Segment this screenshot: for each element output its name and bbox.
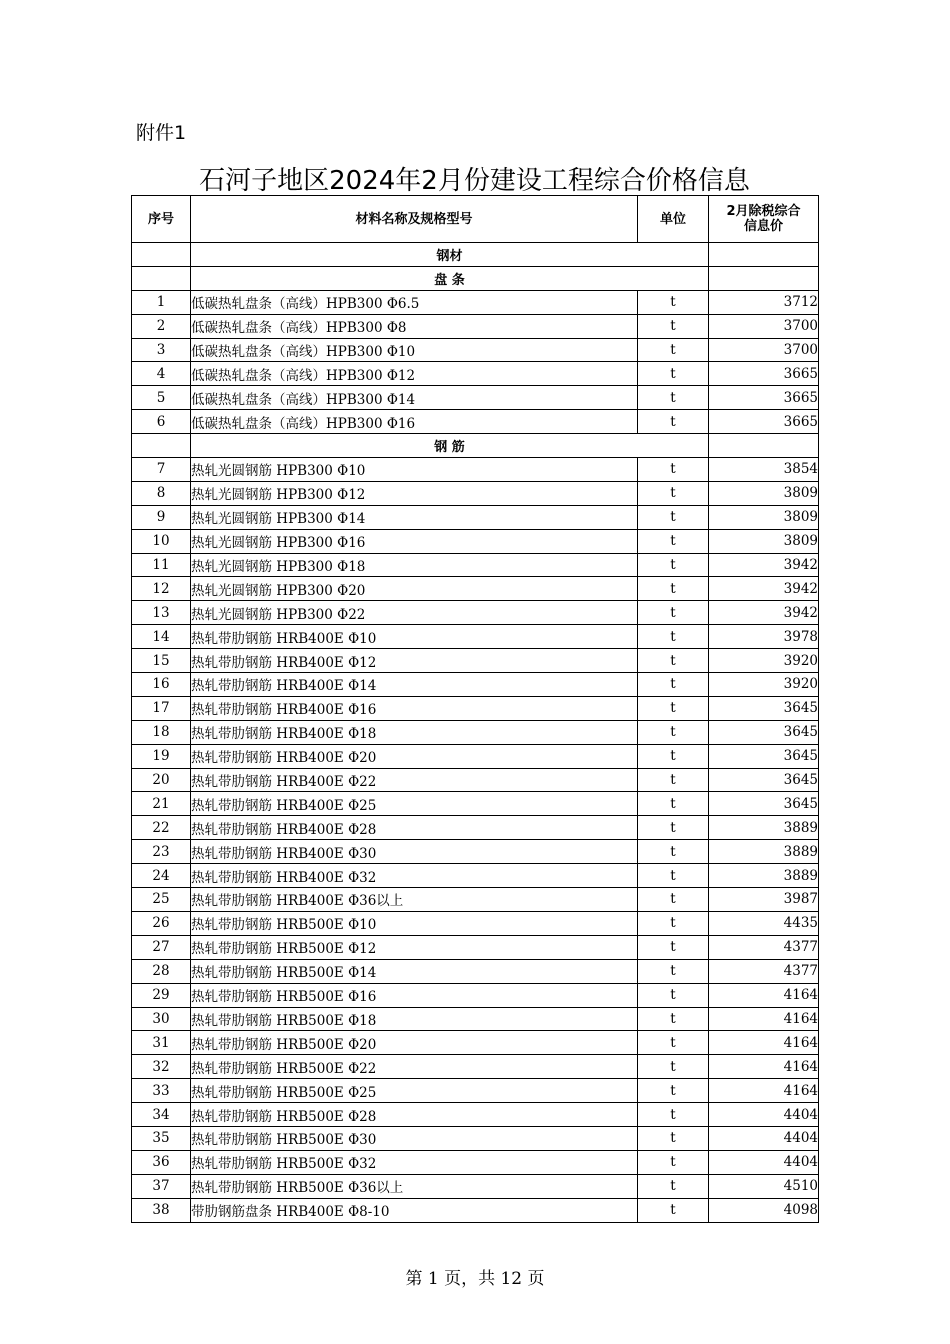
section-price-cell xyxy=(709,266,819,290)
row-unit: t xyxy=(638,386,709,410)
row-unit: t xyxy=(638,935,709,959)
row-price: 3645 xyxy=(709,720,819,744)
row-price: 4164 xyxy=(709,1007,819,1031)
row-index: 7 xyxy=(132,458,191,482)
row-index: 38 xyxy=(132,1198,191,1222)
table-row xyxy=(132,792,819,816)
row-index: 16 xyxy=(132,673,191,697)
row-price: 3712 xyxy=(709,290,819,314)
row-price: 4098 xyxy=(709,1198,819,1222)
row-index: 34 xyxy=(132,1103,191,1127)
row-index: 28 xyxy=(132,959,191,983)
table-body xyxy=(132,243,819,1223)
row-price: 3809 xyxy=(709,505,819,529)
row-price: 3645 xyxy=(709,768,819,792)
row-unit: t xyxy=(638,1055,709,1079)
row-index: 2 xyxy=(132,314,191,338)
row-unit: t xyxy=(638,888,709,912)
row-unit: t xyxy=(638,1126,709,1150)
page-footer: 第 1 页，共 12 页 xyxy=(405,1269,545,1289)
row-price: 3889 xyxy=(709,840,819,864)
table-row xyxy=(132,410,819,434)
row-price: 4164 xyxy=(709,983,819,1007)
row-material-name: 热轧带肋钢筋 HRB500E Φ36以上 xyxy=(191,1174,638,1198)
table-row xyxy=(132,1007,819,1031)
row-unit: t xyxy=(638,314,709,338)
row-unit: t xyxy=(638,744,709,768)
row-material-name: 热轧带肋钢筋 HRB400E Φ14 xyxy=(191,673,638,697)
row-material-name: 热轧光圆钢筋 HPB300 Φ20 xyxy=(191,577,638,601)
price-table xyxy=(131,195,819,1223)
row-price: 3978 xyxy=(709,625,819,649)
row-unit: t xyxy=(638,1198,709,1222)
table-row xyxy=(132,768,819,792)
table-row xyxy=(132,577,819,601)
row-material-name: 热轧带肋钢筋 HRB500E Φ25 xyxy=(191,1079,638,1103)
section-index-cell xyxy=(132,243,191,267)
row-index: 26 xyxy=(132,911,191,935)
row-unit: t xyxy=(638,792,709,816)
row-index: 12 xyxy=(132,577,191,601)
row-material-name: 热轧带肋钢筋 HRB500E Φ32 xyxy=(191,1150,638,1174)
row-material-name: 热轧带肋钢筋 HRB400E Φ36以上 xyxy=(191,888,638,912)
row-material-name: 热轧带肋钢筋 HRB400E Φ20 xyxy=(191,744,638,768)
row-price: 4164 xyxy=(709,1079,819,1103)
row-material-name: 热轧带肋钢筋 HRB400E Φ22 xyxy=(191,768,638,792)
row-material-name: 热轧光圆钢筋 HPB300 Φ22 xyxy=(191,601,638,625)
table-row xyxy=(132,1198,819,1222)
row-index: 3 xyxy=(132,338,191,362)
row-unit: t xyxy=(638,1103,709,1127)
row-material-name: 低碳热轧盘条（高线）HPB300 Φ14 xyxy=(191,386,638,410)
row-material-name: 热轧带肋钢筋 HRB500E Φ30 xyxy=(191,1126,638,1150)
table-row xyxy=(132,911,819,935)
row-unit: t xyxy=(638,601,709,625)
row-index: 4 xyxy=(132,362,191,386)
table-row xyxy=(132,1150,819,1174)
row-unit: t xyxy=(638,959,709,983)
row-unit: t xyxy=(638,983,709,1007)
row-index: 17 xyxy=(132,696,191,720)
row-price: 3645 xyxy=(709,792,819,816)
row-unit: t xyxy=(638,696,709,720)
row-price: 4164 xyxy=(709,1055,819,1079)
row-price: 3942 xyxy=(709,601,819,625)
row-index: 9 xyxy=(132,505,191,529)
row-material-name: 热轧带肋钢筋 HRB400E Φ10 xyxy=(191,625,638,649)
row-price: 3942 xyxy=(709,553,819,577)
row-unit: t xyxy=(638,481,709,505)
header-price-line2: 信息价 xyxy=(743,219,783,234)
row-unit: t xyxy=(638,911,709,935)
row-index: 29 xyxy=(132,983,191,1007)
row-material-name: 低碳热轧盘条（高线）HPB300 Φ6.5 xyxy=(191,290,638,314)
row-unit: t xyxy=(638,1150,709,1174)
row-index: 37 xyxy=(132,1174,191,1198)
row-index: 8 xyxy=(132,481,191,505)
header-name: 材料名称及规格型号 xyxy=(191,196,638,243)
row-material-name: 热轧光圆钢筋 HPB300 Φ18 xyxy=(191,553,638,577)
row-material-name: 热轧带肋钢筋 HRB500E Φ22 xyxy=(191,1055,638,1079)
row-material-name: 热轧光圆钢筋 HPB300 Φ10 xyxy=(191,458,638,482)
row-price: 4404 xyxy=(709,1103,819,1127)
row-price: 3665 xyxy=(709,362,819,386)
table-row xyxy=(132,816,819,840)
row-index: 21 xyxy=(132,792,191,816)
table-row xyxy=(132,673,819,697)
table-row xyxy=(132,1174,819,1198)
row-material-name: 热轧带肋钢筋 HRB400E Φ32 xyxy=(191,864,638,888)
row-price: 3700 xyxy=(709,338,819,362)
row-index: 25 xyxy=(132,888,191,912)
table-row xyxy=(132,888,819,912)
section-title: 钢 筋 xyxy=(191,434,709,458)
section-index-cell xyxy=(132,266,191,290)
row-unit: t xyxy=(638,1031,709,1055)
row-price: 3665 xyxy=(709,386,819,410)
row-unit: t xyxy=(638,458,709,482)
row-material-name: 带肋钢筋盘条 HRB400E Φ8-10 xyxy=(191,1198,638,1222)
table-row xyxy=(132,290,819,314)
row-material-name: 热轧带肋钢筋 HRB400E Φ18 xyxy=(191,720,638,744)
table-row xyxy=(132,744,819,768)
row-index: 35 xyxy=(132,1126,191,1150)
row-unit: t xyxy=(638,1007,709,1031)
row-unit: t xyxy=(638,553,709,577)
row-index: 23 xyxy=(132,840,191,864)
attachment-label: 附件1 xyxy=(136,122,187,144)
table-row xyxy=(132,696,819,720)
table-row xyxy=(132,935,819,959)
row-price: 3987 xyxy=(709,888,819,912)
row-unit: t xyxy=(638,505,709,529)
section-row xyxy=(132,434,819,458)
row-material-name: 热轧带肋钢筋 HRB400E Φ16 xyxy=(191,696,638,720)
table-row xyxy=(132,458,819,482)
row-material-name: 热轧光圆钢筋 HPB300 Φ12 xyxy=(191,481,638,505)
row-material-name: 热轧带肋钢筋 HRB500E Φ16 xyxy=(191,983,638,1007)
table-row xyxy=(132,1103,819,1127)
row-index: 32 xyxy=(132,1055,191,1079)
row-price: 3665 xyxy=(709,410,819,434)
row-unit: t xyxy=(638,529,709,553)
row-unit: t xyxy=(638,720,709,744)
row-index: 24 xyxy=(132,864,191,888)
row-index: 22 xyxy=(132,816,191,840)
table-row xyxy=(132,601,819,625)
row-index: 15 xyxy=(132,649,191,673)
table-row xyxy=(132,840,819,864)
row-unit: t xyxy=(638,362,709,386)
row-price: 3700 xyxy=(709,314,819,338)
row-index: 36 xyxy=(132,1150,191,1174)
table-row xyxy=(132,1031,819,1055)
row-index: 14 xyxy=(132,625,191,649)
row-unit: t xyxy=(638,768,709,792)
section-title: 钢材 xyxy=(191,243,709,267)
row-unit: t xyxy=(638,625,709,649)
table-row xyxy=(132,314,819,338)
row-price: 3889 xyxy=(709,816,819,840)
row-material-name: 热轧带肋钢筋 HRB400E Φ25 xyxy=(191,792,638,816)
header-price xyxy=(709,196,819,243)
row-unit: t xyxy=(638,338,709,362)
row-unit: t xyxy=(638,840,709,864)
row-price: 4164 xyxy=(709,1031,819,1055)
row-index: 19 xyxy=(132,744,191,768)
table-row xyxy=(132,1126,819,1150)
row-index: 11 xyxy=(132,553,191,577)
table-row xyxy=(132,505,819,529)
row-unit: t xyxy=(638,577,709,601)
row-material-name: 热轧带肋钢筋 HRB400E Φ12 xyxy=(191,649,638,673)
row-material-name: 热轧带肋钢筋 HRB400E Φ28 xyxy=(191,816,638,840)
row-price: 3809 xyxy=(709,529,819,553)
row-index: 1 xyxy=(132,290,191,314)
row-unit: t xyxy=(638,410,709,434)
row-price: 4404 xyxy=(709,1126,819,1150)
section-price-cell xyxy=(709,243,819,267)
table-row xyxy=(132,553,819,577)
table-row xyxy=(132,386,819,410)
row-price: 3942 xyxy=(709,577,819,601)
row-material-name: 低碳热轧盘条（高线）HPB300 Φ8 xyxy=(191,314,638,338)
table-row xyxy=(132,1079,819,1103)
row-material-name: 热轧带肋钢筋 HRB500E Φ18 xyxy=(191,1007,638,1031)
row-price: 3920 xyxy=(709,673,819,697)
row-index: 30 xyxy=(132,1007,191,1031)
row-material-name: 热轧光圆钢筋 HPB300 Φ14 xyxy=(191,505,638,529)
row-material-name: 热轧带肋钢筋 HRB500E Φ10 xyxy=(191,911,638,935)
row-index: 13 xyxy=(132,601,191,625)
section-row xyxy=(132,243,819,267)
row-index: 31 xyxy=(132,1031,191,1055)
row-material-name: 低碳热轧盘条（高线）HPB300 Φ16 xyxy=(191,410,638,434)
row-unit: t xyxy=(638,290,709,314)
page-title: 石河子地区2024年2月份建设工程综合价格信息 xyxy=(199,166,750,196)
row-index: 18 xyxy=(132,720,191,744)
header-price-line1: 2月除税综合 xyxy=(726,204,801,219)
row-price: 3645 xyxy=(709,744,819,768)
row-index: 5 xyxy=(132,386,191,410)
row-material-name: 热轧光圆钢筋 HPB300 Φ16 xyxy=(191,529,638,553)
row-price: 3889 xyxy=(709,864,819,888)
header-unit: 单位 xyxy=(638,196,709,243)
table-row xyxy=(132,864,819,888)
header-index: 序号 xyxy=(132,196,191,243)
row-material-name: 热轧带肋钢筋 HRB500E Φ14 xyxy=(191,959,638,983)
table-row xyxy=(132,720,819,744)
row-price: 4404 xyxy=(709,1150,819,1174)
table-row xyxy=(132,338,819,362)
row-material-name: 低碳热轧盘条（高线）HPB300 Φ10 xyxy=(191,338,638,362)
row-index: 27 xyxy=(132,935,191,959)
row-unit: t xyxy=(638,864,709,888)
row-material-name: 热轧带肋钢筋 HRB400E Φ30 xyxy=(191,840,638,864)
table-row xyxy=(132,649,819,673)
row-unit: t xyxy=(638,1174,709,1198)
row-unit: t xyxy=(638,1079,709,1103)
row-price: 4377 xyxy=(709,959,819,983)
table-row xyxy=(132,362,819,386)
row-unit: t xyxy=(638,673,709,697)
table-row xyxy=(132,625,819,649)
row-price: 4510 xyxy=(709,1174,819,1198)
row-price: 3809 xyxy=(709,481,819,505)
section-title: 盘 条 xyxy=(191,266,709,290)
table-row xyxy=(132,481,819,505)
section-row xyxy=(132,266,819,290)
row-price: 4435 xyxy=(709,911,819,935)
row-index: 20 xyxy=(132,768,191,792)
section-index-cell xyxy=(132,434,191,458)
row-material-name: 低碳热轧盘条（高线）HPB300 Φ12 xyxy=(191,362,638,386)
table-row xyxy=(132,983,819,1007)
row-price: 4377 xyxy=(709,935,819,959)
row-index: 10 xyxy=(132,529,191,553)
table-row xyxy=(132,959,819,983)
table-row xyxy=(132,1055,819,1079)
row-price: 3920 xyxy=(709,649,819,673)
row-unit: t xyxy=(638,649,709,673)
row-index: 6 xyxy=(132,410,191,434)
row-material-name: 热轧带肋钢筋 HRB500E Φ12 xyxy=(191,935,638,959)
section-price-cell xyxy=(709,434,819,458)
row-material-name: 热轧带肋钢筋 HRB500E Φ20 xyxy=(191,1031,638,1055)
table-header-row xyxy=(132,196,819,243)
row-unit: t xyxy=(638,816,709,840)
row-price: 3645 xyxy=(709,696,819,720)
row-price: 3854 xyxy=(709,458,819,482)
table-row xyxy=(132,529,819,553)
row-index: 33 xyxy=(132,1079,191,1103)
row-material-name: 热轧带肋钢筋 HRB500E Φ28 xyxy=(191,1103,638,1127)
